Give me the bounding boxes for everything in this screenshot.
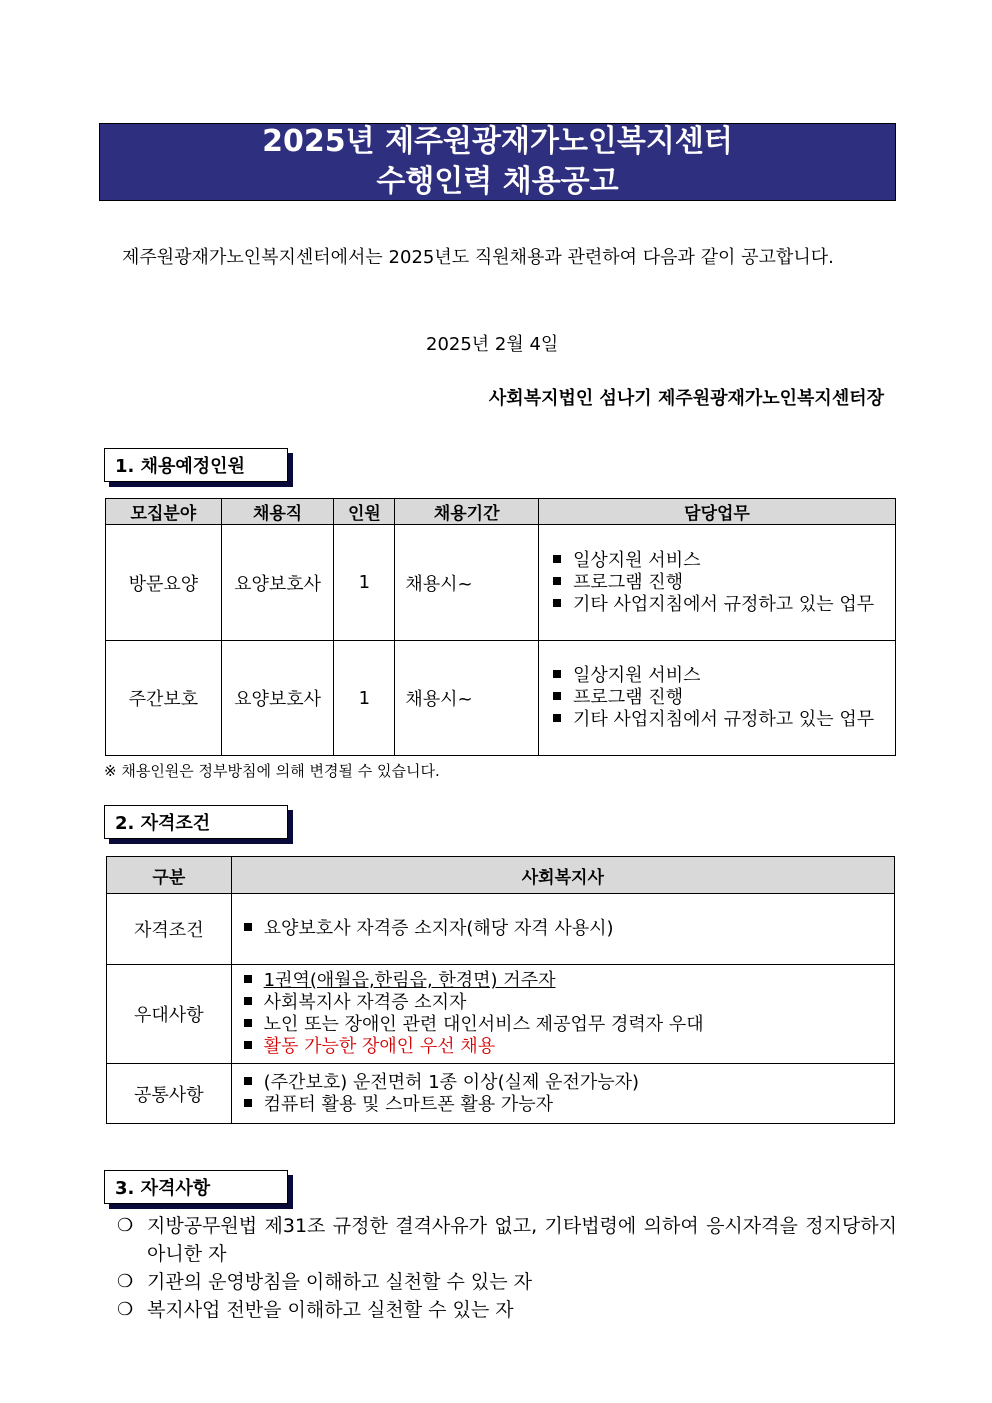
square-bullet-icon: [244, 1019, 252, 1027]
cell-period: 채용시~: [395, 641, 539, 756]
list-item: 사회복지사 자격증 소지자: [244, 992, 894, 1014]
cell-items: [231, 1064, 894, 1124]
square-bullet-icon: [553, 692, 561, 700]
recruitment-note: ※ 채용인원은 정부방침에 의해 변경될 수 있습니다.: [104, 762, 440, 780]
hollow-circle-icon: ❍: [117, 1299, 134, 1320]
list-item: ❍ 복지사업 전반을 이해하고 실천할 수 있는 자: [117, 1296, 897, 1324]
square-bullet-icon: [244, 997, 252, 1005]
square-bullet-icon: [244, 1041, 252, 1049]
section3-heading: [104, 1170, 288, 1204]
section2-heading: [104, 805, 288, 839]
list-item: 노인 또는 장애인 관련 대인서비스 제공업무 경력자 우대: [244, 1014, 894, 1036]
list-item: 일상지원 서비스: [553, 550, 895, 572]
announcement-date: 2025년 2월 4일: [426, 334, 559, 355]
cell-label: 공통사항: [107, 1064, 232, 1124]
hollow-circle-icon: ❍: [117, 1215, 134, 1236]
header-social-worker: 사회복지사: [231, 857, 894, 894]
cell-position: 요양보호사: [221, 641, 334, 756]
square-bullet-icon: [553, 555, 561, 563]
recruitment-table: [105, 498, 896, 756]
header-category: 구분: [107, 857, 232, 894]
header-duties: 담당업무: [539, 499, 896, 525]
square-bullet-icon: [553, 577, 561, 585]
list-item: 1권역(애월읍,한림읍, 한경면) 거주자: [244, 970, 894, 992]
section2-heading-text: 2. 자격조건: [115, 813, 211, 834]
page-title-banner: [99, 123, 896, 201]
square-bullet-icon: [553, 599, 561, 607]
list-item: 프로그램 진행: [553, 687, 895, 709]
page-title-line1: 2025년 제주원광재가노인복지센터: [262, 124, 733, 159]
list-item: ❍ 지방공무원법 제31조 규정한 결격사유가 없고, 기타법령에 의하여 응시자격을 정지당하지 아니한 자: [117, 1212, 897, 1268]
header-period: 채용기간: [395, 499, 539, 525]
table-row: [106, 525, 896, 641]
square-bullet-icon: [244, 923, 252, 931]
square-bullet-icon: [553, 670, 561, 678]
eligibility-list: [117, 1212, 897, 1324]
cell-period: 채용시~: [395, 525, 539, 641]
list-item: (주간보호) 운전면허 1종 이상(실제 운전가능자): [244, 1072, 894, 1094]
intro-paragraph: [104, 242, 896, 274]
cell-position: 요양보호사: [221, 525, 334, 641]
cell-items: [231, 965, 894, 1064]
recruitment-table-header: [106, 499, 896, 525]
square-bullet-icon: [244, 1099, 252, 1107]
list-item: 요양보호사 자격증 소지자(해당 자격 사용시): [244, 918, 894, 940]
duties-list: [553, 665, 895, 731]
section1-heading: [104, 448, 288, 482]
requirement-list: [244, 918, 894, 940]
list-item: 일상지원 서비스: [553, 665, 895, 687]
table-row: [107, 894, 895, 965]
preference-list: [244, 970, 894, 1058]
hollow-circle-icon: ❍: [117, 1271, 134, 1292]
table-row: [107, 1064, 895, 1124]
cell-count: 1: [334, 641, 395, 756]
cell-items: [231, 894, 894, 965]
cell-label: 우대사항: [107, 965, 232, 1064]
qualification-table: [106, 856, 895, 1124]
signer: 사회복지법인 섬나기 제주원광재가노인복지센터장: [488, 388, 884, 409]
cell-field: 방문요양: [106, 525, 222, 641]
square-bullet-icon: [244, 1077, 252, 1085]
duties-list: [553, 550, 895, 616]
list-item: 프로그램 진행: [553, 572, 895, 594]
page-title-line2: 수행인력 채용공고: [376, 164, 619, 199]
header-field: 모집분야: [106, 499, 222, 525]
list-item: 기타 사업지침에서 규정하고 있는 업무: [553, 594, 895, 616]
list-item: 컴퓨터 활용 및 스마트폰 활용 가능자: [244, 1094, 894, 1116]
square-bullet-icon: [244, 975, 252, 983]
common-list: [244, 1072, 894, 1116]
table-row: [106, 641, 896, 756]
square-bullet-icon: [553, 714, 561, 722]
cell-duties: [539, 641, 896, 756]
cell-duties: [539, 525, 896, 641]
header-count: 인원: [334, 499, 395, 525]
intro-text: 제주원광재가노인복지센터에서는 2025년도 직원채용과 관련하여 다음과 같이 공고합니다.: [122, 247, 834, 268]
section3-heading-text: 3. 자격사항: [115, 1178, 211, 1199]
section1-heading-text: 1. 채용예정인원: [115, 456, 245, 477]
list-item: ❍ 기관의 운영방침을 이해하고 실천할 수 있는 자: [117, 1268, 897, 1296]
cell-count: 1: [334, 525, 395, 641]
header-position: 채용직: [221, 499, 334, 525]
list-item-highlight: 활동 가능한 장애인 우선 채용: [244, 1036, 894, 1058]
list-item: 기타 사업지침에서 규정하고 있는 업무: [553, 709, 895, 731]
qualification-table-header: [107, 857, 895, 894]
cell-field: 주간보호: [106, 641, 222, 756]
table-row: [107, 965, 895, 1064]
cell-label: 자격조건: [107, 894, 232, 965]
